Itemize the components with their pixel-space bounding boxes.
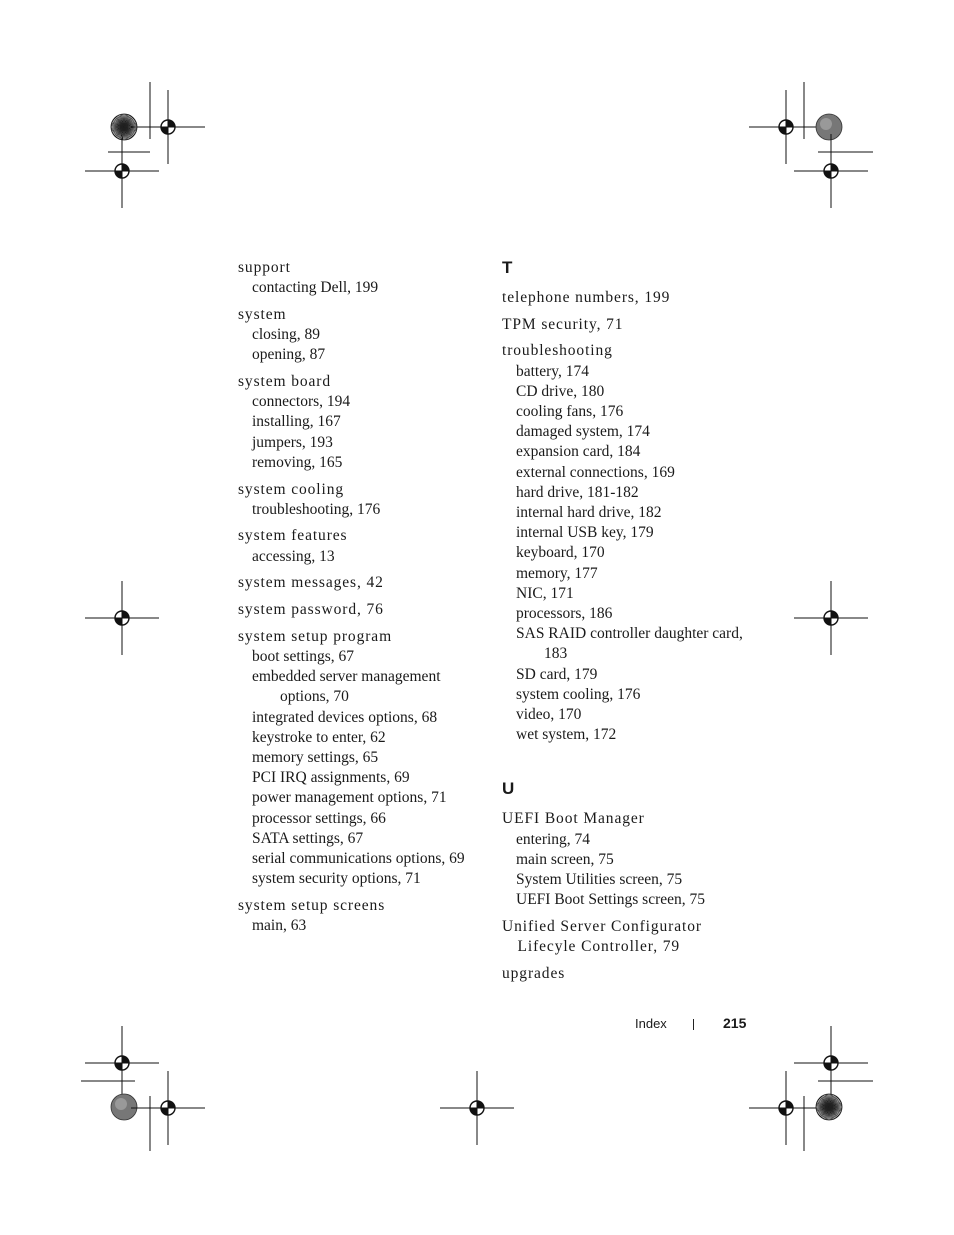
index-subentry: system security options, 71 [252, 870, 421, 888]
index-subentry: cooling fans, 176 [516, 403, 624, 421]
index-subentry: removing, 165 [252, 453, 343, 471]
index-subentry-list [238, 500, 478, 520]
index-subentry: PCI IRQ assignments, 69 [252, 769, 410, 787]
index-subentry: SD card, 179 [516, 665, 598, 683]
index-entry [238, 600, 478, 620]
index-term: system setup program [238, 627, 393, 645]
index-subentry: troubleshooting, 176 [252, 500, 381, 518]
index-subentry-list [238, 392, 478, 473]
index-subentry: battery, 174 [516, 362, 590, 380]
index-term: TPM security, 71 [502, 315, 624, 333]
index-entry [238, 480, 478, 520]
index-subentry: internal hard drive, 182 [516, 504, 662, 522]
page-number: 215 [723, 1015, 747, 1031]
index-subentry: entering, 74 [516, 830, 591, 848]
index-subentry: memory settings, 65 [252, 748, 379, 766]
index-subentry: SAS RAID controller daughter card, 183 [516, 625, 743, 663]
index-term: Unified Server Configurator Lifecyle Controller, 79 [502, 917, 702, 956]
index-entry [238, 896, 478, 936]
index-term: telephone numbers, 199 [502, 289, 671, 306]
index-entry [238, 305, 478, 366]
index-term: troubleshooting [502, 342, 613, 360]
index-term: system messages, 42 [238, 574, 384, 592]
index-subentry: installing, 167 [252, 413, 341, 431]
index-term: upgrades [502, 964, 566, 982]
index-subentry: power management options, 71 [252, 789, 447, 807]
index-entry [502, 315, 752, 335]
footer-divider [693, 1019, 694, 1030]
index-subentry: SATA settings, 67 [252, 829, 364, 847]
index-subentry: contacting Dell, 199 [252, 279, 379, 297]
index-subentry: jumpers, 193 [252, 433, 333, 451]
index-subentry-list [502, 362, 752, 746]
index-entry [502, 288, 752, 308]
index-subentry: integrated devices options, 68 [252, 708, 438, 726]
halftone-disc-highlight [820, 118, 832, 130]
index-subentry: opening, 87 [252, 346, 326, 364]
index-subentry: main screen, 75 [516, 850, 614, 868]
index-subentry: memory, 177 [516, 564, 598, 582]
index-subentry: system cooling, 176 [516, 685, 641, 703]
section-letter-heading: U [502, 779, 515, 799]
index-entry [502, 917, 752, 957]
index-subentry: expansion card, 184 [516, 443, 641, 461]
index-term: support [238, 259, 291, 276]
index-term: system features [238, 527, 348, 545]
index-subentry: CD drive, 180 [516, 382, 605, 400]
index-subentry: accessing, 13 [252, 547, 335, 565]
index-entry [238, 526, 478, 566]
index-entry [502, 341, 752, 745]
index-subentry: hard drive, 181-182 [516, 483, 639, 501]
index-subentry-list [238, 916, 478, 936]
page-footer [600, 1014, 760, 1036]
index-subentry: processor settings, 66 [252, 809, 386, 827]
index-subentry-list [502, 830, 752, 911]
index-entry [238, 627, 478, 890]
index-subentry: closing, 89 [252, 326, 321, 344]
index-entry [502, 809, 752, 910]
index-subentry: processors, 186 [516, 605, 613, 623]
index-subentry: serial communications options, 69 [252, 849, 465, 867]
index-term: system board [238, 373, 332, 391]
index-subentry-list [238, 647, 478, 889]
index-entry [238, 258, 478, 298]
index-subentry: wet system, 172 [516, 726, 617, 744]
index-subentry-list [238, 325, 478, 365]
index-subentry: connectors, 194 [252, 393, 351, 411]
halftone-disc-highlight [115, 1098, 127, 1110]
index-subentry: external connections, 169 [516, 463, 675, 481]
footer-section-label: Index [635, 1016, 667, 1031]
index-term: system setup screens [238, 896, 386, 914]
index-subentry: video, 170 [516, 706, 582, 724]
index-term: system [238, 305, 287, 323]
index-term: system cooling [238, 480, 345, 498]
index-subentry-list [238, 278, 478, 298]
index-term: system password, 76 [238, 601, 384, 619]
index-entry [238, 372, 478, 473]
index-subentry: boot settings, 67 [252, 647, 355, 665]
index-right-column [502, 258, 752, 991]
index-subentry: System Utilities screen, 75 [516, 871, 683, 889]
index-entry [238, 573, 478, 593]
index-subentry: keyboard, 170 [516, 544, 605, 562]
section-letter-heading: T [502, 258, 513, 277]
index-subentry: embedded server management options, 70 [252, 668, 441, 706]
index-subentry: UEFI Boot Settings screen, 75 [516, 891, 705, 909]
index-subentry: internal USB key, 179 [516, 524, 654, 542]
index-left-column [238, 258, 478, 943]
index-subentry: main, 63 [252, 917, 307, 935]
index-subentry: NIC, 171 [516, 584, 574, 602]
index-subentry: keystroke to enter, 62 [252, 728, 386, 746]
index-subentry-list [238, 547, 478, 567]
index-entry [502, 964, 752, 984]
index-subentry: damaged system, 174 [516, 423, 650, 441]
index-term: UEFI Boot Manager [502, 810, 645, 828]
